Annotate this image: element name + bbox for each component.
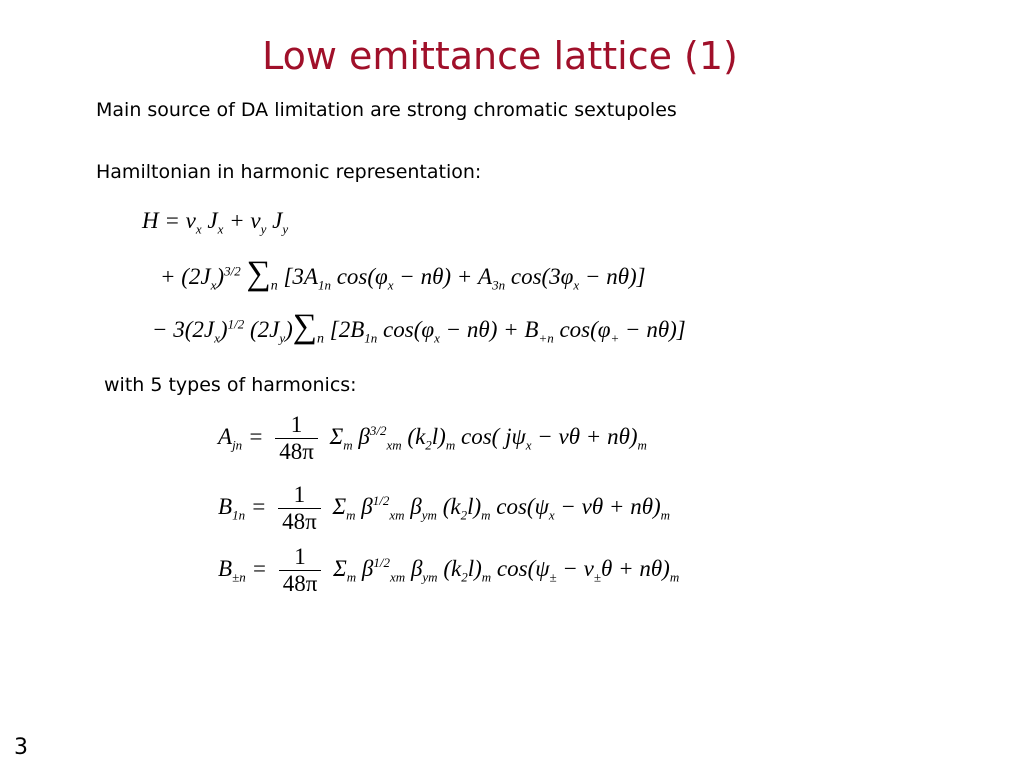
harmonics-heading: with 5 types of harmonics: [104,374,357,396]
harmonic-B-pm-n: $B_{\pm n}$ = $\frac{1}{48\pi}$ $\Sigma_m$ $\beta^{1/2}_{xm}$ $\beta_{ym}$ $(k_2l)_m$ $\cos(\psi_\pm - \nu_\pm\theta + n\theta)_m$ [218,544,680,596]
harmonic-A-jn: $A_{jn}$ = $\frac{1}{48\pi}$ $\Sigma_m$ $\beta^{3/2}_{xm}$ $(k_2l)_m$ cos( $j\psi_x - \nu\theta + n\theta)_m$ [218,412,647,464]
page-number: 3 [14,735,28,760]
slide-title: Low emittance lattice (1) [262,34,738,78]
hamiltonian-line-1: $H = \nu_x$ $J_x + \nu_y$ $J_y$ [142,208,289,237]
hamiltonian-line-3: − $3(2J_x)^{1/2}$ $(2J_y)\sum_n$ [$2B_{1n}$ $\cos(\varphi_x - n\theta) + B_{+n}$ $\cos(\varphi_+ - n\theta)$] [152,308,686,347]
hamiltonian-line-2: + $(2J_x)^{3/2}$ $\sum_n$ [$3A_{1n}$ $\cos(\varphi_x - n\theta) + A_{3n}$ $\cos(3\varphi_x - n\theta)$] [160,255,646,294]
intro-text: Main source of DA limitation are strong chromatic sextupoles [96,99,677,121]
hamiltonian-heading: Hamiltonian in harmonic representation: [96,161,482,183]
harmonic-B-1n: $B_{1n}$ = $\frac{1}{48\pi}$ $\Sigma_m$ $\beta^{1/2}_{xm}$ $\beta_{ym}$ $(k_2l)_m$ $\cos(\psi_x - \nu\theta + n\theta)_m$ [218,482,671,534]
